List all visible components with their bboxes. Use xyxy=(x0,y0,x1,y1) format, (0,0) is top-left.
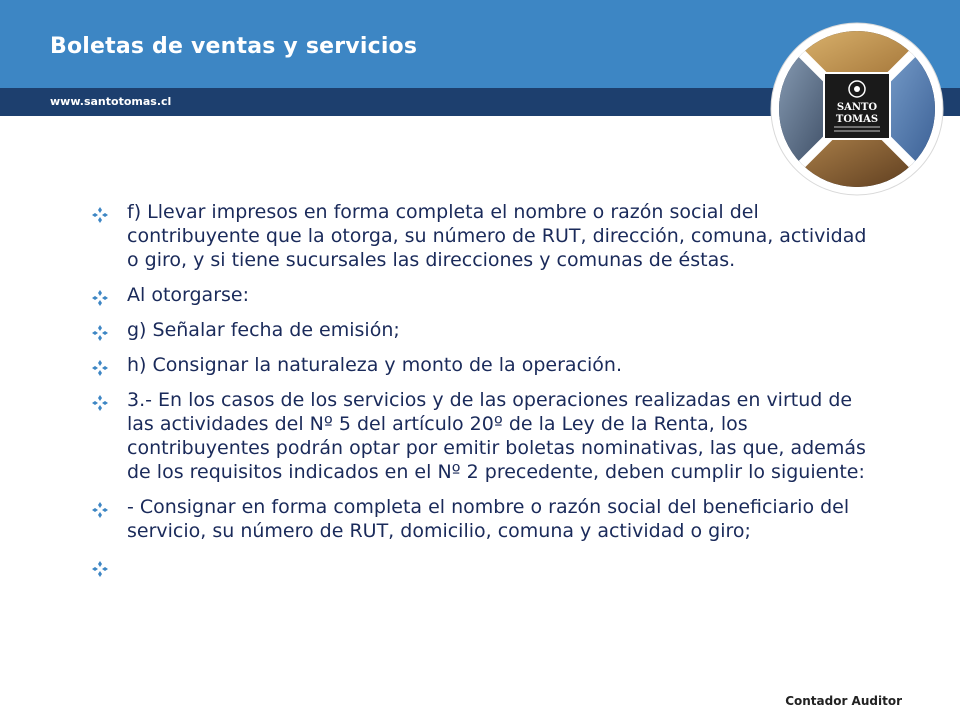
list-item xyxy=(92,388,872,484)
list-item xyxy=(92,318,872,342)
list-item xyxy=(92,283,872,307)
footer-label: Contador Auditor xyxy=(785,694,902,708)
diamond-bullet-icon xyxy=(92,323,108,339)
list-item-text: g) Señalar fecha de emisión; xyxy=(127,319,400,341)
list-item xyxy=(92,554,872,578)
list-item-text: h) Consignar la naturaleza y monto de la operación. xyxy=(127,354,623,376)
logo-line2: TOMAS xyxy=(835,114,879,125)
list-item xyxy=(92,200,872,272)
diamond-bullet-icon xyxy=(92,559,108,575)
list-item xyxy=(92,495,872,543)
santo-tomas-logo xyxy=(766,18,948,200)
logo-line1: SANTO xyxy=(836,102,878,113)
diamond-bullet-icon xyxy=(92,393,108,409)
list-item-text: 3.- En los casos de los servicios y de las operaciones realizadas en virtud de las actividades del Nº 5 del artículo 20º de la Ley de la Renta, los contribuyentes podrán optar por emitir boletas nominativas, las que, además de los requisitos indicados en el Nº 2 precedente, deben cumplir lo siguiente: xyxy=(127,389,866,483)
diamond-bullet-icon xyxy=(92,288,108,304)
list-item xyxy=(92,353,872,377)
bullet-list xyxy=(92,200,872,589)
diamond-bullet-icon xyxy=(92,205,108,221)
list-item-text: Al otorgarse: xyxy=(127,284,249,306)
page-title: Boletas de ventas y servicios xyxy=(50,34,418,59)
list-item-text: - Consignar en forma completa el nombre o razón social del beneficiario del servicio, su número de RUT, domicilio, comuna y actividad o giro; xyxy=(127,496,850,542)
diamond-bullet-icon xyxy=(92,358,108,374)
website-url: www.santotomas.cl xyxy=(50,95,172,108)
diamond-bullet-icon xyxy=(92,500,108,516)
list-item-text: f) Llevar impresos en forma completa el nombre o razón social del contribuyente que la otorga, su número de RUT, dirección, comuna, actividad o giro, y si tiene sucursales las direcciones y comunas de éstas. xyxy=(127,201,867,271)
